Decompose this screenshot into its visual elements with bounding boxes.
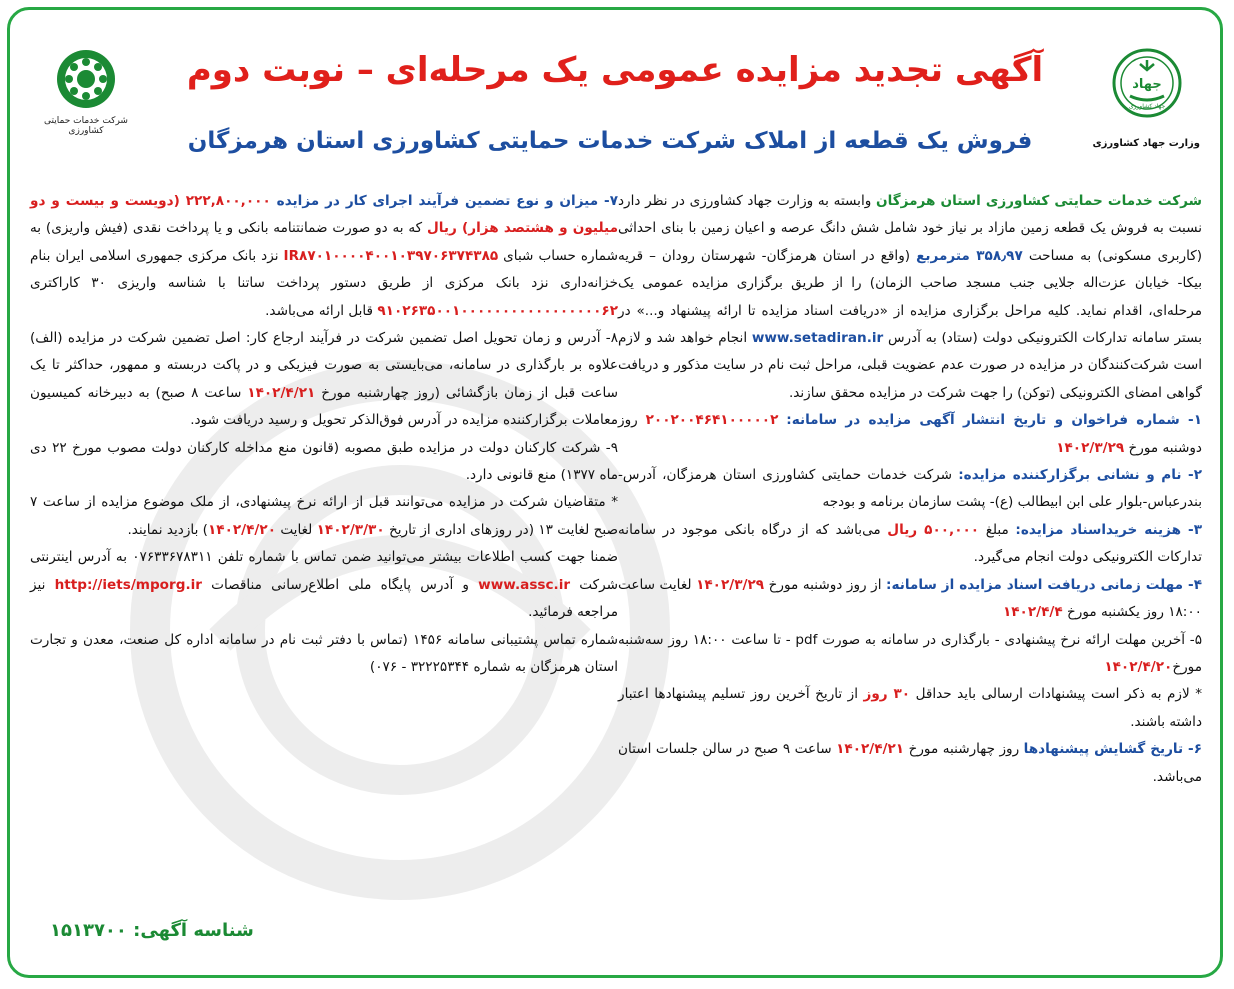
- company-emblem-icon: [55, 48, 117, 110]
- assc-link[interactable]: www.assc.ir: [478, 576, 571, 593]
- item-3: [618, 517, 1202, 572]
- intro-text-2: (واقع در استان هرمزگان- شهرستان رودان – قریه بیکا- خیابان عزت‌اله جلایی جنب مسجد صاحب الزمان) را از طریق برگزاری مزایده عمومی یک مرحله‌ای، اقدام نماید. کلیه مراحل برگزاری مزایده از «دریافت اسناد مزایده تا ارائه پیشنهاد و...» در بستر سامانه تدارکات الکترونیکی دولت (ستاد) به آدرس: [618, 247, 1202, 347]
- item-6-text-2: ساعت ۹ صبح در سالن جلسات استان می‌باشد.: [618, 741, 1202, 785]
- item-5-text: ۵- آخرین مهلت ارائه نرخ پیشنهادی - بارگذاری در سامانه به صورت pdf - تا ساعت ۱۸:۰۰ روز سه‌شنبه مورخ: [618, 631, 1202, 675]
- item-4: [618, 572, 1202, 627]
- item-7-text-3: قابل ارائه می‌باشد.: [265, 302, 378, 319]
- item-8-text-1: ۸- آدرس و زمان تحویل اصل تضمین شرکت در فرآیند ارجاع کار: اصل تضمین شرکت در مزایده (الف) علاوه بر بارگذاری در سامانه، می‌بایستی به صورت فیزیکی و در پاکت دربسته و ممهور، حداکثر تا یک ساعت قبل از زمان بازگشائی (روز چهارشنبه مورخ: [30, 330, 618, 401]
- item-7-text-2: نزد بانک مرکزی جمهوری اسلامی ایران بنام خزانه‌داری نزد بانک مرکزی از طریق دستور پرداخت ساتنا با شناسه واریزی ۳۰ کاراکتری: [30, 247, 618, 292]
- note-2: [30, 489, 618, 544]
- setad-link[interactable]: www.setadiran.ir: [751, 330, 884, 347]
- item-2-text: شرکت خدمات حمایتی کشاورزی استان هرمزگان، آدرس- بندرعباس-بلوار علی ابن ابیطالب (ع)- پشت سازمان برنامه و بودجه: [618, 467, 1202, 511]
- item-3-label: ۳- هزینه خریداسناد مزایده:: [1015, 521, 1203, 538]
- item-6: [618, 736, 1202, 791]
- item-6-text-1: روز چهارشنبه مورخ: [904, 741, 1024, 758]
- note-1: [618, 681, 1202, 736]
- page-subtitle: فروش یک قطعه از املاک شرکت خدمات حمایتی کشاورزی استان هرمزگان: [187, 128, 1033, 154]
- item-7: [30, 188, 618, 325]
- company-logo: [40, 48, 132, 136]
- contact-paragraph: [30, 544, 618, 626]
- jahad-logo-text: جهاد: [1132, 77, 1162, 92]
- guarantee-amount: ۲۲۲,۸۰۰,۰۰۰ (دویست و بیست و دو میلیون و هشتصد هزار) ریال: [30, 193, 618, 237]
- item-4-label: ۴- مهلت زمانی دریافت اسناد مزایده از سامانه:: [886, 576, 1202, 593]
- company-name: شرکت خدمات حمایتی کشاورزی استان هرمزگان: [876, 193, 1202, 209]
- doc-start-date: ۱۴۰۲/۳/۲۹: [696, 576, 765, 593]
- item-3-text-1: مبلغ: [979, 521, 1016, 538]
- offer-deadline-date: ۱۴۰۲/۴/۲۰: [1104, 658, 1173, 675]
- intro-text-1: وابسته به وزارت جهاد کشاورزی در نظر دارد نسبت به فروش یک قطعه زمین مازاد بر نیاز خود شامل شش دانگ عرصه و اعیان زمین با بنای احداثی (کاربری مسکونی) به مساحت: [618, 193, 1203, 264]
- jahad-logo: [1104, 48, 1190, 122]
- item-1: [618, 407, 1202, 462]
- iban-number: IR۸۷۰۱۰۰۰۰۴۰۰۱۰۳۹۷۰۶۳۷۴۳۸۵: [283, 247, 499, 264]
- column-left: [30, 188, 618, 681]
- opening-date: ۱۴۰۲/۴/۲۱: [836, 741, 905, 758]
- validity-days: ۳۰ روز: [863, 686, 911, 703]
- item-3-text-2: می‌باشد که از درگاه بانکی موجود در سامانه تدارکات الکترونیکی دولت انجام می‌گیرد.: [618, 521, 1202, 566]
- doc-end-date: ۱۴۰۲/۴/۴: [1002, 604, 1063, 621]
- jahad-logo-ring-text: جهاد کشاورزی: [1128, 103, 1166, 110]
- ad-id: شناسه آگهی: ۱۵۱۳۷۰۰: [50, 920, 254, 941]
- land-area: ۳۵۸٫۹۷ مترمربع: [916, 247, 1023, 264]
- deposit-id: ۹۱۰۲۶۳۵۰۰۱۰۰۰۰۰۰۰۰۰۰۰۰۰۰۰۰۰۶۲: [377, 302, 618, 319]
- support-paragraph: شماره تماس پشتیبانی سامانه ۱۴۵۶ (تماس با دفتر ثبت نام در سامانه اداره کل صنعت، معدن و تجارت استان هرمزگان به شماره ۳۲۲۲۵۳۴۴ - ۰۷۶): [30, 631, 618, 675]
- publish-date: ۱۴۰۲/۳/۲۹: [1056, 439, 1125, 456]
- item-9: ۹- شرکت کارکنان دولت در مزایده طبق مصوبه (قانون منع مداخله کارکنان دولت مصوب مورخ ۲۲ دی ماه ۱۳۷۷) منع قانونی دارد.: [30, 439, 618, 484]
- contact-text-3: نیز مراجعه فرمائید.: [30, 576, 618, 621]
- visit-start-date: ۱۴۰۲/۳/۳۰: [316, 521, 385, 538]
- note-1-text-1: * لازم به ذکر است پیشنهادات ارسالی باید حداقل: [910, 686, 1203, 703]
- document-fee: ۵۰۰,۰۰۰ ریال: [887, 521, 980, 538]
- contact-text-2: و آدرس پایگاه ملی اطلاع‌رسانی مناقصات: [201, 576, 479, 593]
- visit-end-date: ۱۴۰۲/۴/۲۰: [207, 521, 276, 538]
- item-1-label: ۱- شماره فراخوان و تاریخ انتشار آگهی مزایده در سامانه:: [786, 412, 1203, 429]
- column-right: [618, 188, 1202, 791]
- guarantee-delivery-date: ۱۴۰۲/۴/۲۱: [247, 384, 316, 401]
- ministry-name: وزارت جهاد کشاورزی: [1092, 138, 1200, 149]
- jahad-emblem-icon: [1112, 48, 1182, 118]
- iets-link[interactable]: http://iets/mporg.ir: [54, 576, 202, 593]
- item-4-text-2: لغایت ساعت ۱۸:۰۰ روز یکشنبه مورخ: [618, 576, 1202, 621]
- company-logo-caption: شرکت خدمات حمایتی کشاورزی: [44, 116, 128, 136]
- note-1-text-2: از تاریخ آخرین روز تسلیم پیشنهادها اعتبار داشته باشند.: [618, 686, 1202, 730]
- note-2-text-1: * متقاضیان شرکت در مزایده می‌توانند قبل از ارائه نرخ پیشنهادی، از ملک موضوع مزایده از ساعت ۷ صبح لغایت ۱۳ (در روزهای اداری از تاریخ: [30, 494, 618, 538]
- item-5: [618, 627, 1202, 682]
- note-2-text-3: ) بازدید نمایند.: [127, 521, 208, 538]
- item-7-text-1: که به دو صورت ضمانتنامه بانکی و یا پرداخت نقدی (فیش واریزی) به شماره حساب شبای: [30, 220, 618, 264]
- item-2-label: ۲- نام و نشانی برگزارکننده مزایده:: [958, 467, 1202, 484]
- note-2-text-2: لغایت: [276, 521, 317, 538]
- page-title: آگهی تجدید مزایده عمومی یک مرحله‌ای – نوبت دوم: [186, 50, 1044, 90]
- item-8: [30, 325, 618, 435]
- tender-number: ۲۰۰۲۰۰۴۶۴۱۰۰۰۰۰۲: [645, 412, 779, 429]
- item-1-text: روز دوشنبه مورخ: [618, 412, 1202, 456]
- item-8-text-2: ساعت ۸ صبح) به دبیرخانه کمیسیون معاملات برگزارکننده مزایده در آدرس فوق‌الذکر تحویل و رسید دریافت شود.: [30, 384, 618, 429]
- item-6-label: ۶- تاریخ گشایش پیشنهادها: [1023, 741, 1202, 758]
- intro-text-3: انجام خواهد شد و لازم است شرکت‌کنندگان در مزایده در صورت عدم عضویت قبلی، مراحل ثبت نام در سایت مذکور و دریافت گواهی امضای الکترونیکی (توکن) را جهت شرکت در مزایده محقق سازند.: [618, 330, 1202, 401]
- item-2: [618, 462, 1202, 517]
- contact-text-1: ضمنا جهت کسب اطلاعات بیشتر می‌توانید ضمن تماس با شماره تلفن ۰۷۶۳۳۶۷۸۳۱۱ به آدرس اینترنتی شرکت: [30, 549, 618, 593]
- intro-paragraph: [618, 188, 1202, 407]
- item-7-label: ۷- میزان و نوع تضمین فرآیند اجرای کار در مزایده: [276, 193, 618, 209]
- ad-frame: [7, 7, 1223, 978]
- item-4-text-1: از روز دوشنبه مورخ: [764, 576, 887, 593]
